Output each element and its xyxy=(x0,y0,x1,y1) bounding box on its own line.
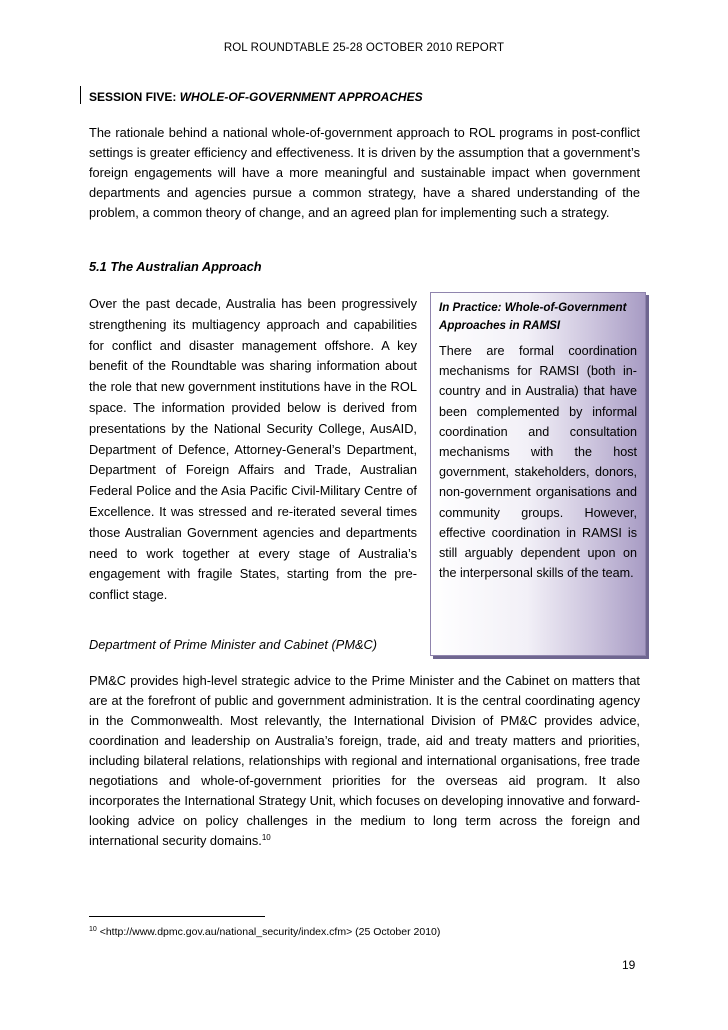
page-number: 19 xyxy=(622,958,636,972)
pmc-subheading: Department of Prime Minister and Cabinet (PM&C) xyxy=(89,637,378,652)
footnote-text: <http://www.dpmc.gov.au/national_security/index.cfm> (25 October 2010) xyxy=(96,926,441,938)
session-marker-bar xyxy=(80,86,81,104)
footnote-number: 10 xyxy=(89,926,97,933)
footnote-reference: 10 xyxy=(261,833,271,842)
footnote-divider xyxy=(89,916,265,917)
sidebar-body: There are formal coordination mechanisms for RAMSI (both in-country and in Australia) that have been complemented by informal coordination and consultation mechanisms with the host government, stakeholders, donors, non-government organisations and community groups. However, effective coordination in RAMSI is still arguably dependent upon on the interpersonal skills of the team. xyxy=(439,344,637,581)
sidebar-title: In Practice: Whole-of-Government Approaches in RAMSI xyxy=(439,301,627,332)
session-title: WHOLE-OF-GOVERNMENT APPROACHES xyxy=(179,90,423,104)
session-heading xyxy=(89,90,423,104)
running-header: ROL ROUNDTABLE 25-28 OCTOBER 2010 REPORT xyxy=(223,42,505,54)
session-label: SESSION FIVE: xyxy=(89,90,180,104)
section-heading-5-1: 5.1 The Australian Approach xyxy=(89,259,262,274)
australian-approach-paragraph: Over the past decade, Australia has been progressively strengthening its multiagency approach and capabilities for conflict and disaster management offshore. A key benefit of the Roundtable was sharing information about the role that new government institutions have in the ROL space. The information provided below is derived from presentations by the National Security College, AusAID, Department of Defence, Attorney-General’s Department, Department of Foreign Affairs and Trade, Australian Federal Police and the Asia Pacific Civil-Military Centre of Excellence. It was stressed and re-iterated several times those Australian Government agencies and departments need to work together at every stage of Australia’s engagement with fragile States, starting from the pre-conflict stage. xyxy=(89,296,417,603)
intro-paragraph: The rationale behind a national whole-of-government approach to ROL programs in post-conflict settings is greater efficiency and effectiveness. It is driven by the assumption that a government’s foreign engagements will have a more meaningful and sustainable impact when government departments and agencies pursue a common strategy, have a shared understanding of the problem, a common theory of change, and an agreed plan for implementing such a strategy. xyxy=(89,125,640,220)
in-practice-sidebar xyxy=(430,292,646,656)
footnote xyxy=(89,926,440,938)
pmc-paragraph xyxy=(89,671,640,851)
pmc-paragraph-text: PM&C provides high-level strategic advice to the Prime Minister and the Cabinet on matters that are at the forefront of public and government administration. It is the central coordinating agency in the Commonwealth. Most relevantly, the International Division of PM&C provides advice, coordination and leadership on Australia’s foreign, trade, aid and treaty matters and priorities, including bilateral relations, relationships with regional and international organisations, free trade negotiations and whole-of-government priorities for the overseas aid program. It also incorporates the International Strategy Unit, which focuses on developing innovative and forward-looking advice on policy challenges in the medium to long term across the foreign and international security domains. xyxy=(89,673,640,848)
